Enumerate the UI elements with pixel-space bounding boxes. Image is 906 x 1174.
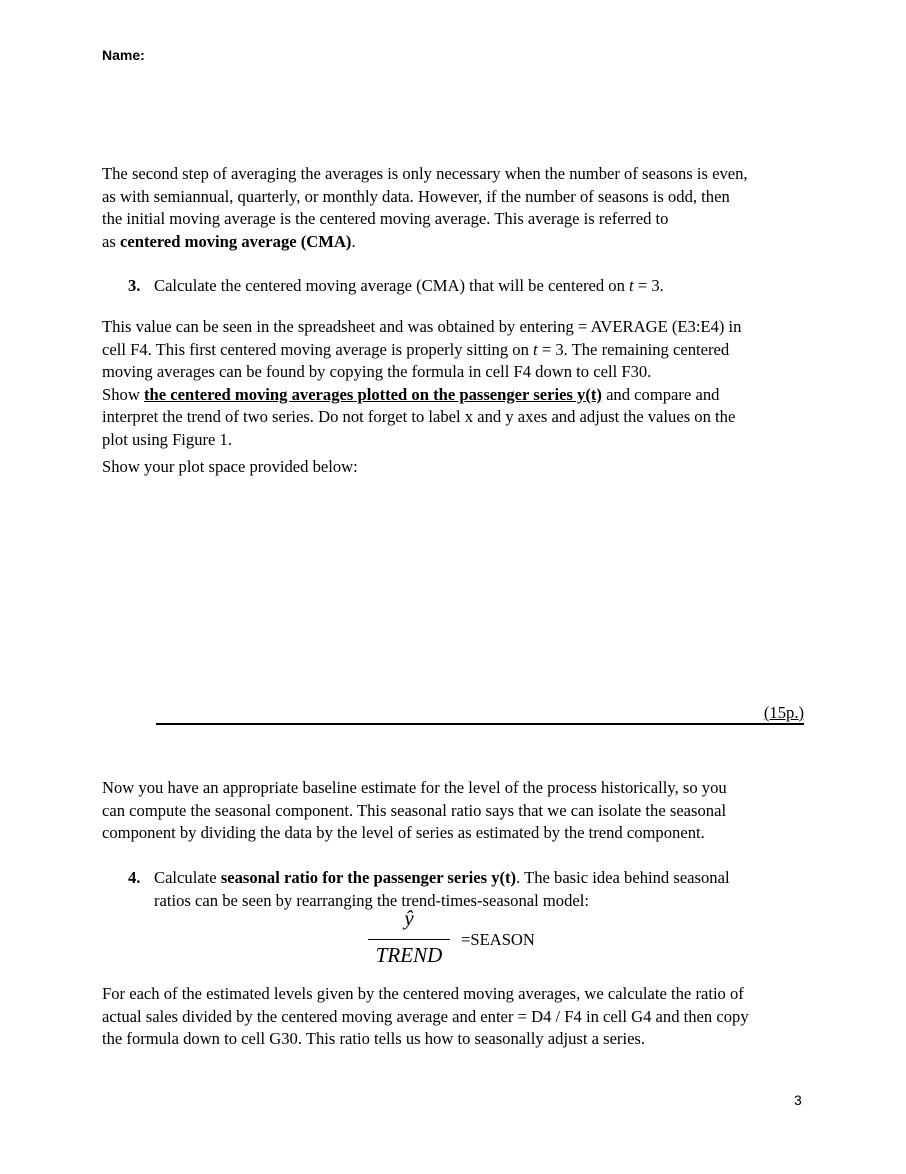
paragraph-ratio (102, 983, 806, 1051)
text-line: as with semiannual, quarterly, or monthly data. However, if the number of seasons is odd, then (102, 186, 730, 206)
text-line: Now you have an appropriate baseline estimate for the level of the process historically, so you (102, 778, 727, 797)
text-line: ratios can be seen by rearranging the trend-times-seasonal model: (154, 890, 589, 910)
text-line: as centered moving average (CMA). (102, 231, 356, 251)
question-number: 4. (128, 868, 141, 887)
points-label: (15p.) (763, 703, 804, 722)
text-line: 4. Calculate seasonal ratio for the passenger series y(t). The basic idea behind seasonal (128, 867, 808, 890)
text-line: the initial moving average is the centered moving average. This average is referred to (102, 209, 669, 229)
text-line: actual sales divided by the centered moving average and enter = D4 / F4 in cell G4 and then copy (102, 1006, 749, 1026)
formula-denominator: TREND (375, 943, 443, 967)
page-number: 3 (794, 1092, 802, 1108)
text-line: For each of the estimated levels given by the centered moving averages, we calculate the ratio of (102, 984, 744, 1003)
question-4 (128, 867, 808, 912)
text-line: Show your plot space provided below: (102, 456, 358, 476)
text-line: moving averages can be found by copying the formula in cell F4 down to cell F30. (102, 362, 652, 382)
text-line: the formula down to cell G30. This ratio tells us how to seasonally adjust a series. (102, 1029, 646, 1049)
formula-rhs: =SEASON (461, 930, 535, 949)
paragraph-cma (102, 163, 806, 253)
text-line: The second step of averaging the averages is only necessary when the number of seasons is even, (102, 164, 748, 183)
text-line: Show the centered moving averages plotted on the passenger series y(t) and compare and (102, 384, 720, 404)
paragraph-f4 (102, 316, 806, 478)
paragraph-seasonal (102, 777, 806, 845)
name-label: Name: (102, 47, 145, 63)
formula-numerator: ŷ (404, 906, 414, 930)
text-line: This value can be seen in the spreadsheet and was obtained by entering = AVERAGE (E3:E4) in (102, 317, 742, 336)
question-number: 3. (128, 276, 141, 295)
text-line: component by dividing the data by the level of series as estimated by the trend component. (102, 823, 705, 843)
text-line: plot using Figure 1. (102, 429, 232, 449)
text-line: cell F4. This first centered moving average is properly sitting on t = 3. The remaining centered (102, 339, 730, 359)
text-line: interpret the trend of two series. Do not forget to label x and y axes and adjust the values on the (102, 407, 736, 427)
term-cma: centered moving average (CMA) (119, 231, 352, 251)
answer-line (156, 723, 804, 725)
fraction-bar (368, 939, 450, 940)
emphasis-instruction: the centered moving averages plotted on the passenger series y(t) (143, 384, 602, 404)
question-3: 3. Calculate the centered moving average (CMA) that will be centered on t = 3. (128, 275, 808, 298)
text-line: can compute the seasonal component. This seasonal ratio says that we can isolate the seasonal (102, 800, 727, 820)
